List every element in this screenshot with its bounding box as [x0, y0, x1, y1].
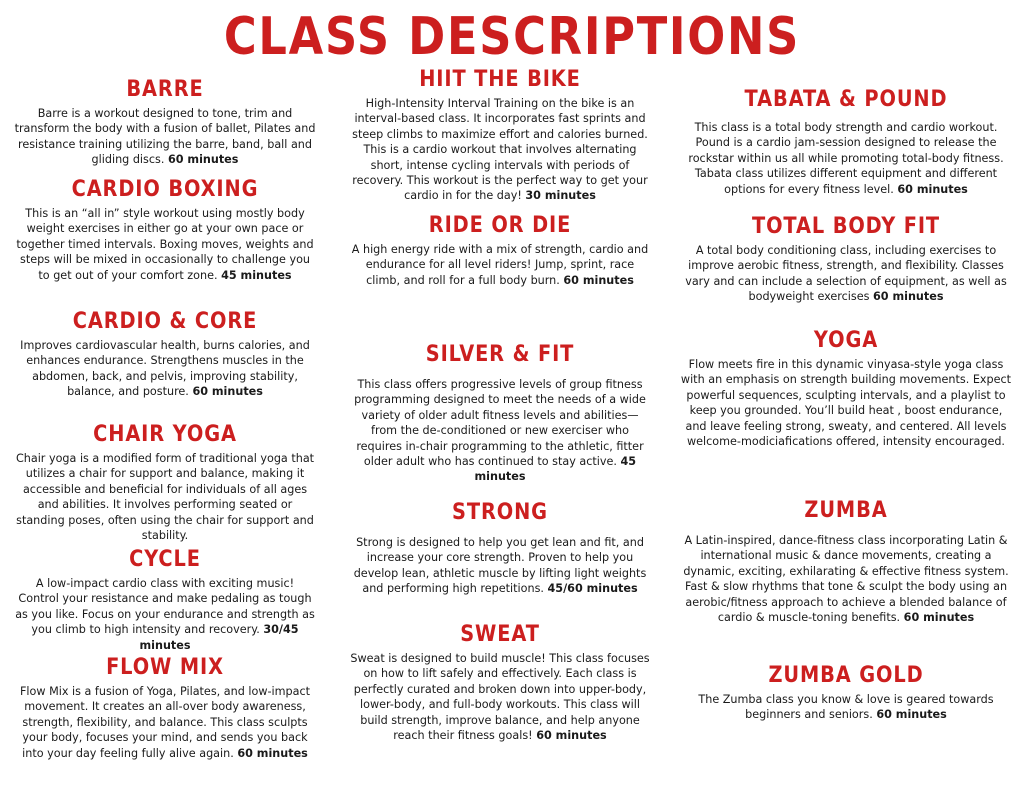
- section-title: SILVER & FIT: [425, 342, 575, 367]
- class-duration: 60 minutes: [873, 290, 944, 304]
- section-cardio-boxing: [14, 176, 316, 283]
- section-description: Barre is a workout designed to tone, trim and transform the body with a fusion of ballet, Pilates and resistance training utilizing the barre, band, ball and gliding discs. 60 minutes: [14, 107, 316, 167]
- section-title: SWEAT: [460, 622, 540, 647]
- section-title: CYCLE: [129, 547, 201, 572]
- section-silver-fit: [350, 341, 650, 485]
- section-hiit-the-bike: [350, 66, 650, 204]
- section-barre: [14, 76, 316, 168]
- class-duration: 60 minutes: [192, 385, 263, 399]
- section-chair-yoga: [14, 421, 316, 543]
- section-description: A total body conditioning class, including exercises to improve aerobic fitness, strength, and flexibility. Classes vary and can include a selection of equipment, as well as bodyweight exercises 60 minutes: [685, 244, 1007, 304]
- section-description: A Latin-inspired, dance-fitness class incorporating Latin & international music & dance movements, creating a dynamic, exciting, exhilarating & effective fitness system. Fast & slow rhythms that tone & sculpt the body using an aerobic/fitness approach to achieve a blended balance of cardio & muscle-toning benefits. 60 minutes: [683, 534, 1009, 625]
- section-description: A high energy ride with a mix of strength, cardio and endurance for all level riders! Jump, sprint, race climb, and roll for a full body burn. 60 minutes: [351, 243, 649, 287]
- section-flow-mix: [14, 654, 316, 761]
- section-yoga: [680, 327, 1012, 449]
- section-title: FLOW MIX: [106, 655, 224, 680]
- class-duration: 60 minutes: [876, 708, 947, 722]
- section-title: ZUMBA: [804, 498, 888, 523]
- section-description: The Zumba class you know & love is geared towards beginners and seniors. 60 minutes: [698, 693, 994, 722]
- section-zumba: [680, 497, 1012, 625]
- section-title: STRONG: [452, 500, 548, 525]
- section-description: A low-impact cardio class with exciting music! Control your resistance and make pedaling as tough as you like. Focus on your endurance and strength as you climb to high intensity and recovery. 30/45 minutes: [15, 577, 315, 652]
- section-title: CARDIO BOXING: [71, 177, 259, 202]
- section-description: This class is a total body strength and cardio workout. Pound is a cardio jam-session designed to release the rockstar within us all while promoting total-body fitness. Tabata class utilizes different equipment and different options for every fitness level. 60 minutes: [688, 121, 1004, 196]
- page-title: CLASS DESCRIPTIONS: [223, 7, 801, 67]
- section-title: YOGA: [813, 328, 879, 353]
- class-duration: 30/45 minutes: [139, 623, 299, 652]
- section-title: ZUMBA GOLD: [768, 663, 924, 688]
- class-duration: 60 minutes: [237, 746, 308, 760]
- section-description: Sweat is designed to build muscle! This class focuses on how to lift safely and effectively. Each class is perfectly curated and broken down into upper-body, lower-body, and full-body workouts. This class will build strength, improve balance, and help anyone reach their fitness goals! 60 minutes: [350, 652, 650, 743]
- section-description: Flow meets fire in this dynamic vinyasa-style yoga class with an emphasis on strength building movements. Expect powerful sequences, sculpting intervals, and a playlist to keep you grounded. You’ll build heat , boost endurance, and leave feeling strong, sweaty, and centered. All levels welcome-modiciafications offered, intensity encouraged.: [680, 358, 1012, 449]
- class-duration: 30 minutes: [525, 189, 596, 203]
- section-title: HIIT THE BIKE: [419, 67, 581, 92]
- section-title: BARRE: [126, 77, 204, 102]
- class-duration: 60 minutes: [903, 611, 975, 625]
- class-duration: 60 minutes: [167, 153, 239, 167]
- section-description: This is an “all in” style workout using mostly body weight exercises in either go at your own pace or together timed intervals. Boxing moves, weights and steps will be mixed in occasionally to challenge you to get out of your comfort zone. 45 minutes: [16, 207, 314, 282]
- section-description: This class offers progressive levels of group fitness programming designed to meet the needs of a wide variety of older adult fitness levels and abilities—from the de-conditioned or new exerciser who requires in-chair programming to the athletic, fitter older adult who has continued to stay active. 45 minutes: [354, 378, 646, 484]
- section-total-body-fit: [680, 213, 1012, 305]
- section-description: Strong is designed to help you get lean and fit, and increase your core strength. Proven to help you develop lean, athletic muscle by lifting light weights and performing high repetitions. 45/60 minutes: [353, 536, 647, 596]
- section-title: CHAIR YOGA: [93, 422, 237, 447]
- section-zumba-gold: [680, 662, 1012, 723]
- class-duration: 45 minutes: [474, 455, 637, 484]
- section-description: Improves cardiovascular health, burns calories, and enhances endurance. Strengthens muscles in the abdomen, back, and pelvis, improving stability, balance, and posture. 60 minutes: [20, 339, 310, 399]
- class-duration: 60 minutes: [536, 729, 607, 743]
- section-title: CARDIO & CORE: [72, 309, 258, 334]
- class-duration: 45/60 minutes: [547, 582, 638, 596]
- section-title: RIDE OR DIE: [428, 213, 572, 238]
- section-description: Flow Mix is a fusion of Yoga, Pilates, and low-impact movement. It creates an all-over body awareness, strength, flexibility, and balance. This class sculpts your body, focuses your mind, and sends you back into your day feeling fully alive again. 60 minutes: [19, 685, 311, 760]
- class-duration: 60 minutes: [563, 273, 634, 287]
- section-tabata-pound: [680, 86, 1012, 197]
- class-duration: 45 minutes: [221, 268, 292, 282]
- section-description: Chair yoga is a modified form of traditional yoga that utilizes a chair for support and balance, making it accessible and beneficial for individuals of all ages and abilities. It involves performing seated or standing poses, often using the chair for support and stability.: [15, 452, 315, 543]
- section-sweat: [350, 621, 650, 743]
- section-ride-or-die: [350, 212, 650, 288]
- section-strong: [350, 499, 650, 597]
- section-description: High-Intensity Interval Training on the bike is an interval-based class. It incorporates fast sprints and steep climbs to maximize effort and calories burned. This is a cardio workout that involves alternating short, intense cycling intervals with periods of recovery. This workout is the perfect way to get your cardio in for the day! 30 minutes: [352, 97, 648, 203]
- section-cardio-core: [14, 308, 316, 400]
- section-title: TABATA & POUND: [744, 87, 948, 112]
- section-title: TOTAL BODY FIT: [751, 214, 941, 239]
- class-duration: 60 minutes: [897, 182, 968, 196]
- section-cycle: [14, 546, 316, 653]
